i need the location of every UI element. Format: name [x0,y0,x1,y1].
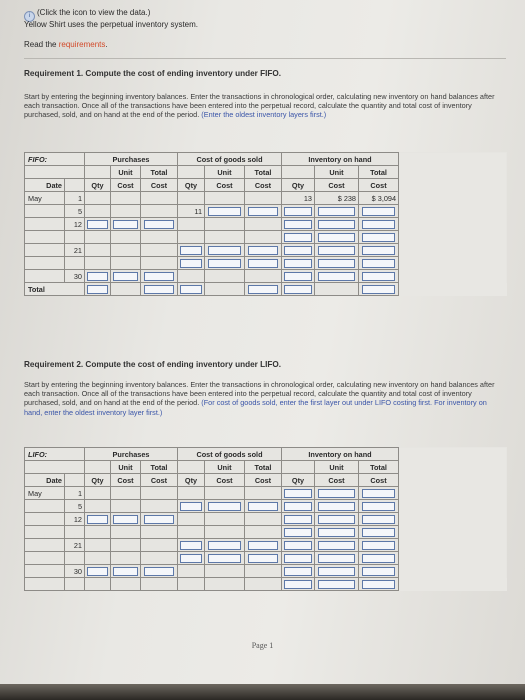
inv-qty-input[interactable] [284,580,312,589]
cost-header: Cost [315,474,359,487]
qty-header: Qty [85,474,111,487]
cogs-qty-input[interactable] [180,554,202,563]
total-row-label: Total [25,283,85,296]
cogs-unit-cost-input[interactable] [208,259,242,268]
cogs-unit-cost-input[interactable] [208,554,242,563]
page-number: Page 1 [251,641,274,650]
unit-header: Unit [315,166,359,179]
total-header: Total [359,166,399,179]
requirement-1-title: Requirement 1. Compute the cost of ending inventory under FIFO. [24,69,282,78]
total-inv-cost-input[interactable] [362,285,396,294]
purchase-qty-input[interactable] [87,272,109,281]
read-requirements-row: Read the requirements. [24,40,108,49]
total-cogs-qty-input[interactable] [180,285,202,294]
purchase-unit-cost-input[interactable] [113,220,138,229]
inv-total-cost-input[interactable] [362,528,396,537]
cost-header: Cost [111,179,141,192]
fifo-label: FIFO: [25,153,85,166]
inv-unit-cost-input[interactable] [318,541,355,550]
cogs-total-cost-input[interactable] [248,246,279,255]
cost-header: Cost [359,474,399,487]
day-cell: 5 [65,205,85,218]
inv-total-cost-input[interactable] [362,207,396,216]
qty-header: Qty [178,474,205,487]
inv-qty-input[interactable] [284,489,312,498]
unit-header: Unit [205,166,245,179]
inv-qty-input[interactable] [284,567,312,576]
inv-total-cost-input[interactable] [362,272,396,281]
date-header: Date [25,474,65,487]
cogs-total-cost-input[interactable] [248,502,279,511]
inv-unit-cost-input[interactable] [318,207,355,216]
cost-header: Cost [141,179,178,192]
day-cell: 5 [65,500,85,513]
date-header: Date [25,179,65,192]
purchase-qty-input[interactable] [87,515,109,524]
inv-qty-input[interactable] [284,515,312,524]
cogs-unit-cost-input[interactable] [208,541,242,550]
cogs-qty-input[interactable] [180,246,202,255]
unit-header: Unit [111,166,141,179]
cost-header: Cost [205,179,245,192]
cost-header: Cost [111,474,141,487]
inv-total-cost-input[interactable] [362,259,396,268]
begin-qty: 13 [282,192,315,205]
total-purchase-qty-input[interactable] [87,285,109,294]
lifo-label: LIFO: [25,448,85,461]
month-cell: May [25,192,65,205]
total-inv-qty-input[interactable] [284,285,312,294]
inv-total-cost-input[interactable] [362,567,396,576]
requirement-1-instructions: Start by entering the beginning inventory balances. Enter the transactions in chronological order, calculating new inventory on hand balances after each transaction. Once all of the transactions have been entered into the perpetual record, calculate the quantity and total cost of inventory purchased, sold, and on hand at the end of the period. (Enter the oldest inventory layers first.) [24,92,495,120]
inv-unit-cost-input[interactable] [318,272,355,281]
cogs-total-cost-input[interactable] [248,541,279,550]
requirement-2-note: (For cost of goods sold, enter the first layer out under LIFO costing first. For inventory on hand, enter the oldest inventory layer first.) [24,398,487,417]
lifo-perpetual-record [24,447,507,591]
cost-header: Cost [205,474,245,487]
inv-unit-cost-input[interactable] [318,259,355,268]
cogs-unit-cost-input[interactable] [208,246,242,255]
divider [24,58,506,59]
inv-qty-input[interactable] [284,272,312,281]
inv-qty-input[interactable] [284,246,312,255]
qty-header: Qty [282,179,315,192]
info-icon[interactable]: i [24,11,35,22]
cogs-qty-prefilled: 11 [178,205,205,218]
inv-unit-cost-input[interactable] [318,515,355,524]
cogs-total-cost-input[interactable] [248,207,279,216]
day-cell: 1 [65,487,85,500]
inv-qty-input[interactable] [284,233,312,242]
inv-qty-input[interactable] [284,554,312,563]
day-cell: 21 [65,539,85,552]
day-cell: 12 [65,513,85,526]
total-header: Total [245,461,282,474]
inv-qty-input[interactable] [284,541,312,550]
begin-total-cost: $ 3,094 [359,192,399,205]
inventory-header: Inventory on hand [282,153,399,166]
purchases-header: Purchases [85,448,178,461]
inv-unit-cost-input[interactable] [318,567,355,576]
cogs-unit-cost-input[interactable] [208,207,242,216]
inv-total-cost-input[interactable] [362,580,396,589]
cost-header: Cost [359,179,399,192]
purchase-unit-cost-input[interactable] [113,515,138,524]
month-cell: May [25,487,65,500]
purchase-total-cost-input[interactable] [144,272,175,281]
total-purchase-cost-input[interactable] [144,285,175,294]
unit-header: Unit [205,461,245,474]
qty-header: Qty [282,474,315,487]
purchase-total-cost-input[interactable] [144,220,175,229]
day-cell: 12 [65,218,85,231]
background-surface [0,684,525,700]
total-header: Total [141,461,178,474]
cogs-header: Cost of goods sold [178,153,282,166]
requirement-1-note: (Enter the oldest inventory layers first.) [201,110,327,120]
purchase-unit-cost-input[interactable] [113,272,138,281]
inv-qty-input[interactable] [284,528,312,537]
purchase-total-cost-input[interactable] [144,567,175,576]
begin-unit-cost: $ 238 [315,192,359,205]
click-icon-text[interactable]: (Click the icon to view the data.) [37,8,151,17]
cost-header: Cost [245,474,282,487]
purchase-qty-input[interactable] [87,220,109,229]
qty-header: Qty [178,179,205,192]
inv-total-cost-input[interactable] [362,541,396,550]
inv-qty-input[interactable] [284,207,312,216]
cogs-qty-input[interactable] [180,541,202,550]
total-cogs-cost-input[interactable] [248,285,279,294]
purchase-qty-input[interactable] [87,567,109,576]
cogs-unit-cost-input[interactable] [208,502,242,511]
cost-header: Cost [141,474,178,487]
inv-total-cost-input[interactable] [362,515,396,524]
inv-qty-input[interactable] [284,259,312,268]
day-cell: 30 [65,565,85,578]
inv-total-cost-input[interactable] [362,220,396,229]
requirement-2-title: Requirement 2. Compute the cost of ending inventory under LIFO. [24,360,282,369]
inv-unit-cost-input[interactable] [318,233,355,242]
day-cell: 30 [65,270,85,283]
cogs-qty-input[interactable] [180,502,202,511]
intro-text: Yellow Shirt uses the perpetual inventory system. [24,20,199,29]
requirements-link[interactable]: requirements [58,40,106,49]
total-header: Total [141,166,178,179]
unit-header: Unit [315,461,359,474]
inv-unit-cost-input[interactable] [318,246,355,255]
day-cell: 21 [65,244,85,257]
cogs-header: Cost of goods sold [178,448,282,461]
cost-header: Cost [245,179,282,192]
purchase-total-cost-input[interactable] [144,515,175,524]
total-header: Total [245,166,282,179]
day-cell: 1 [65,192,85,205]
unit-header: Unit [111,461,141,474]
inv-total-cost-input[interactable] [362,502,396,511]
fifo-perpetual-record [24,152,507,296]
qty-header: Qty [85,179,111,192]
inv-unit-cost-input[interactable] [318,220,355,229]
inv-total-cost-input[interactable] [362,233,396,242]
purchase-unit-cost-input[interactable] [113,567,138,576]
inv-total-cost-input[interactable] [362,554,396,563]
inv-qty-input[interactable] [284,502,312,511]
inv-unit-cost-input[interactable] [318,489,355,498]
cogs-total-cost-input[interactable] [248,554,279,563]
requirement-2-instructions: Start by entering the beginning inventory balances. Enter the transactions in chronological order, calculating new inventory on hand balances after each transaction. Once all of the transactions have been entered into the perpetual record, calculate the quantity and total cost of inventory purchased, sold, and on hand at the end of the period. (For cost of goods sold, enter the first layer out under LIFO costing first. For inventory on hand, enter the oldest inventory layer first.) [24,380,495,417]
inv-unit-cost-input[interactable] [318,502,355,511]
total-header: Total [359,461,399,474]
cogs-total-cost-input[interactable] [248,259,279,268]
cost-header: Cost [315,179,359,192]
inv-total-cost-input[interactable] [362,489,396,498]
inv-unit-cost-input[interactable] [318,528,355,537]
purchases-header: Purchases [85,153,178,166]
inv-unit-cost-input[interactable] [318,580,355,589]
inv-total-cost-input[interactable] [362,246,396,255]
cogs-qty-input[interactable] [180,259,202,268]
inv-qty-input[interactable] [284,220,312,229]
inventory-header: Inventory on hand [282,448,399,461]
inv-unit-cost-input[interactable] [318,554,355,563]
